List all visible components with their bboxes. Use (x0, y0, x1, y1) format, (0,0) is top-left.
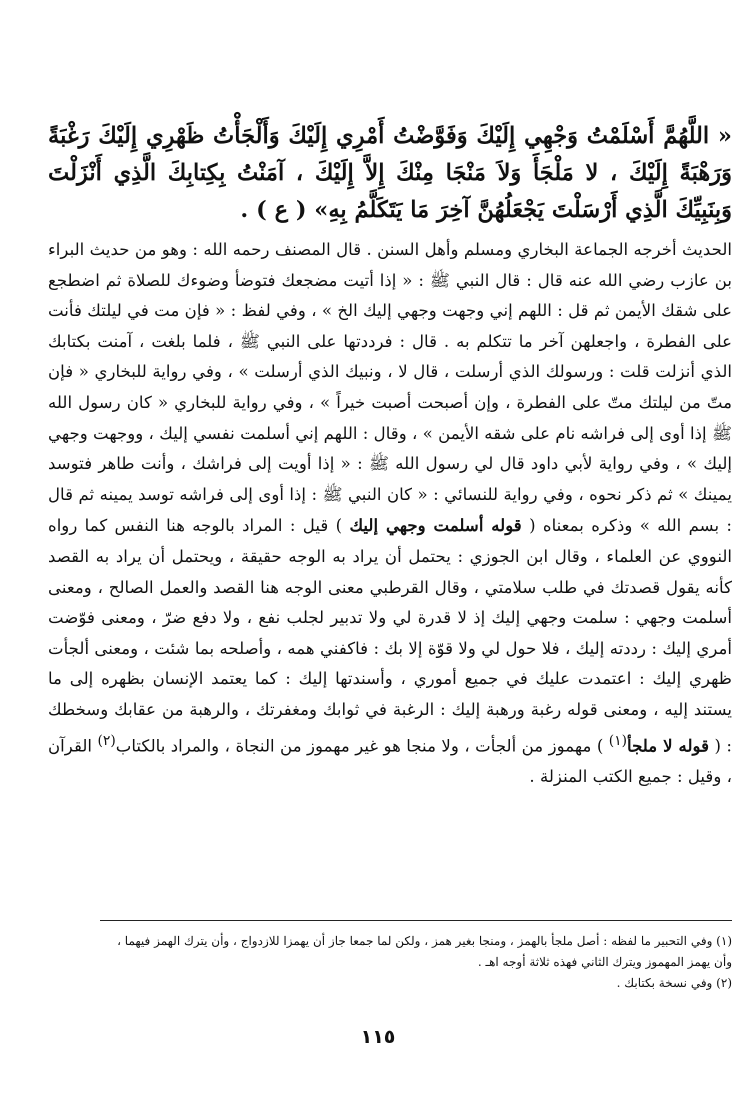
commentary-text-4: القرآن ، وقيل : جميع الكتب المنزلة . (48, 736, 732, 786)
hadith-matn: « اللَّهُمَّ أَسْلَمْتُ وَجْهِي إِلَيْكَ وَفَوَّضْتُ أَمْرِي إِلَيْكَ وَأَلْجَأْتُ ظَهْرِي إِلَيْكَ رَغْبَةً وَرَهْبَةً إِلَيْكَ ، لا مَلْجَأَ وَلاَ مَنْجَا مِنْكَ إِلاَّ إِلَيْكَ ، آمَنْتُ بِكِتابِكَ الَّذِي أَنْزَلْتَ وَبِنَبِيِّكَ الَّذِي أَرْسَلْتَ يَجْعَلُهُنَّ آخِرَ مَا يَتَكَلَّمُ بِهِ» ( ع ) . (48, 123, 732, 223)
page-body (48, 118, 732, 792)
footnote-ref-1: (١) (608, 732, 628, 749)
heading-aslamtu-wajhi: قوله أسلمت وجهي إليك (349, 515, 522, 536)
footnotes (100, 920, 732, 994)
heading-la-malja: قوله لا ملجأ (627, 735, 710, 756)
footnote-ref-2: (٢) (97, 732, 116, 749)
footnote-1: (١) وفي التحبير ما لفظه : أصل ملجأ بالهمز ، ومنجا بغير همز ، ولكن لما جمعا جاز أن يهمزا للازدواج ، وأن يترك الهمز فيهما ، وأن يهمز المهموز ويترك الثاني فهذه ثلاثة أوجه اهـ . (117, 934, 732, 969)
footnote-2: (٢) وفي نسخة بكتابك . (616, 976, 732, 990)
commentary-text-3: ) مهموز من ألجأت ، ولا منجا هو غير مهموز من النجاة ، والمراد بالكتاب (115, 736, 604, 756)
page-number: ١١٥ (360, 1026, 396, 1048)
commentary-text-2: ) قيل : المراد بالوجه هنا النفس كما رواه النووي عن العلماء ، وقال ابن الجوزي : يحتمل أن يراد به الوجه حقيقة ، ويحتمل أن يراد به القصد كأنه يقول قصدتك في طلب سلامتي ، وقال القرطبي معنى الوجه هنا القصد والعمل الصالح ، ومعنى أسلمت وجهي : سلمت وجهي إليك إذ لا قدرة لي ولا تدبير لجلب نفع ، ولا دفع ضرّ ، ومعنى فوّضت أمري إليك : رددته إليك ، فلا حول لي ولا قوّة إلا بك : فاكفني همه ، وأصلحه بما شئت ، ومعنى ألجأت ظهري إليك : اعتمدت عليك في جميع أموري ، وأسندتها إليك : كما يعتمد الإنسان بظهره إلى ما يستند إليه ، ومعنى قوله رغبة ورهبة إليك : الرغبة في ثوابك ومغفرتك ، والرهبة من عقابك وسخطك : ( (48, 516, 733, 756)
commentary (48, 235, 732, 792)
commentary-paragraph (48, 235, 732, 792)
commentary-text: الحديث أخرجه الجماعة البخاري ومسلم وأهل السنن . قال المصنف رحمه الله : وهو من حديث البراء بن عازب رضي الله عنه قال : قال النبي ﷺ : « إذا أتيت مضجعك فتوضأ وضوءك للصلاة ثم اضطجع على شقك الأيمن ثم قل : اللهم إني وجهت وجهي إليك الخ » ، وفي لفظ : « فإن مت في ليلتك فأنت على الفطرة ، واجعلهن آخر ما تتكلم به . قال : فرددتها على النبي ﷺ ، فلما بلغت ، آمنت بكتابك الذي أنزلت قلت : ورسولك الذي أرسلت ، قال لا ، ونبيك الذي أرسلت » ، وفي رواية للبخاري « فإن متّ من ليلتك متّ على الفطرة ، وإن أصبحت أصبت خيراً » ، وفي رواية للبخاري « كان رسول الله ﷺ إذا أوى إلى فراشه نام على شقه الأيمن » ، وقال : اللهم إني أسلمت نفسي إليك ، ووجهت وجهي إليك » ، وفي رواية لأبي داود قال لي رسول الله ﷺ : « إذا أويت إلى فراشك ، وأنت طاهر فتوسد يمينك » ثم ذكر نحوه ، وفي رواية للنسائي : « كان النبي ﷺ : إذا أوى إلى فراشه توسد يمينه ثم قال : بسم الله » وذكره بمعناه ( (48, 240, 732, 536)
